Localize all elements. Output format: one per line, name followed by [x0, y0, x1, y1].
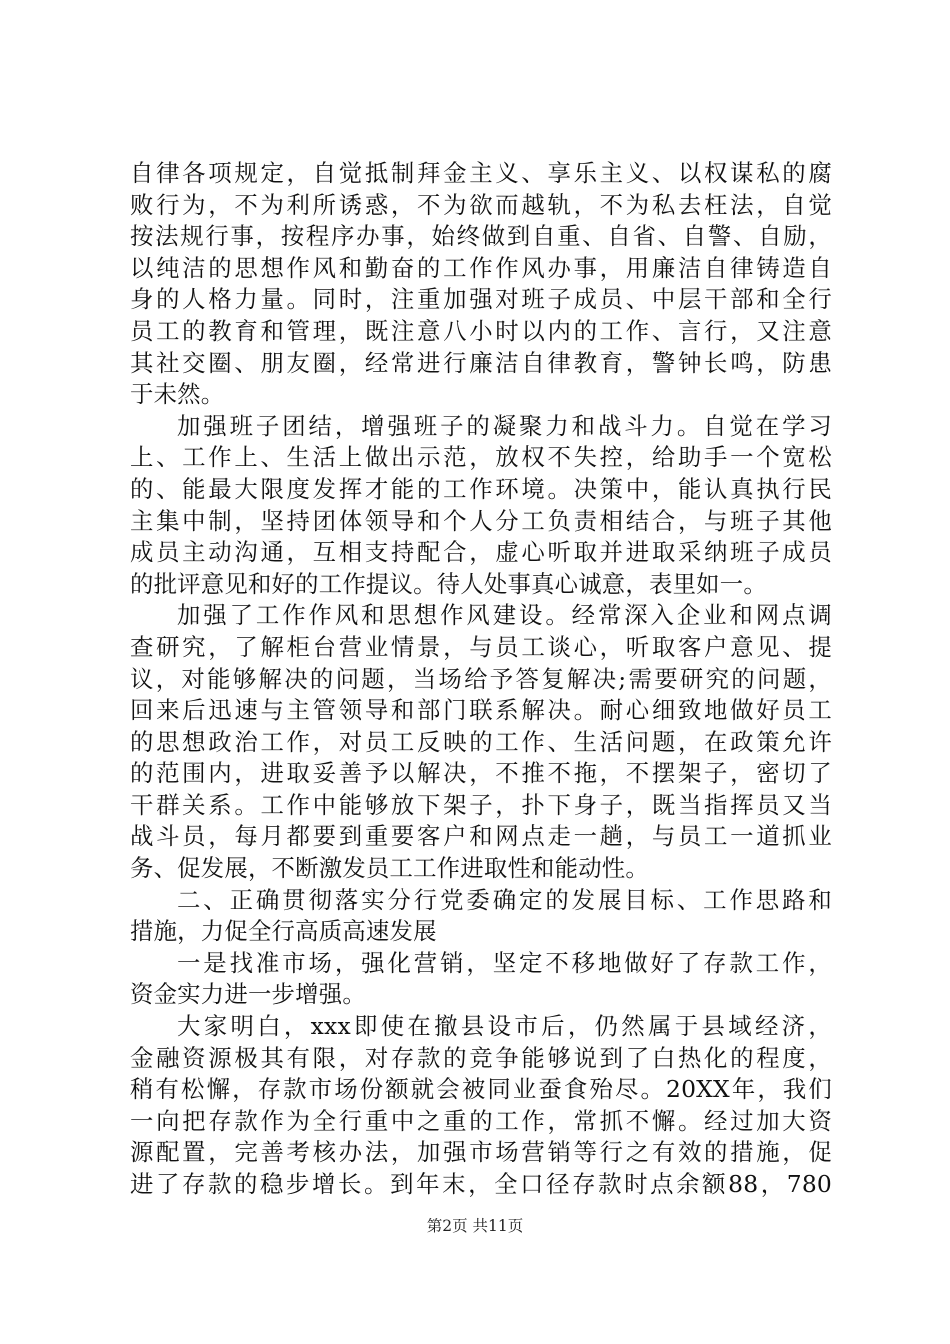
text-line: 败行为，不为利所诱惑，不为欲而越轨，不为私去枉法，自觉 [130, 190, 832, 219]
text-line: 二、正确贯彻落实分行党委确定的发展目标、工作思路和 [177, 885, 832, 914]
text-line: 的、能最大限度发挥才能的工作环境。决策中，能认真执行民 [130, 474, 832, 503]
text-line: 干群关系。工作中能够放下架子，扑下身子，既当指挥员又当 [130, 790, 832, 819]
text-line: 加强班子团结，增强班子的凝聚力和战斗力。自觉在学习 [177, 411, 832, 440]
text-line: 以纯洁的思想作风和勤奋的工作作风办事，用廉洁自律铸造自 [130, 253, 832, 282]
text-line: 身的人格力量。同时，注重加强对班子成员、中层干部和全行 [130, 285, 832, 314]
text-line: 成员主动沟通，互相支持配合，虚心听取并进取采纳班子成员 [130, 538, 832, 567]
text-line: 按法规行事，按程序办事，始终做到自重、自省、自警、自励， [130, 222, 832, 251]
text-line: 上、工作上、生活上做出示范，放权不失控，给助手一个宽松 [130, 443, 832, 472]
text-line: 资金实力进一步增强。 [130, 980, 366, 1009]
text-line: 加强了工作作风和思想作风建设。经常深入企业和网点调 [177, 601, 832, 630]
text-line: 一是找准市场，强化营销，坚定不移地做好了存款工作， [177, 948, 832, 977]
text-line: 一向把存款作为全行重中之重的工作，常抓不懈。经过加大资 [130, 1106, 832, 1135]
text-line: 主集中制，坚持团体领导和个人分工负责相结合，与班子其他 [130, 506, 832, 535]
text-line: 议，对能够解决的问题，当场给予答复解决;需要研究的问题， [130, 664, 832, 693]
text-line: 进了存款的稳步增长。到年末，全口径存款时点余额88，780 [130, 1170, 832, 1198]
text-line: 的范围内，进取妥善予以解决，不推不拖，不摆架子，密切了 [130, 759, 832, 788]
text-line: 自律各项规定，自觉抵制拜金主义、享乐主义、以权谋私的腐 [130, 159, 832, 187]
body-text [130, 158, 832, 1201]
text-line: 措施，力促全行高质高速发展 [130, 917, 437, 946]
text-line: 金融资源极其有限，对存款的竞争能够说到了白热化的程度， [130, 1043, 832, 1072]
text-line: 稍有松懈，存款市场份额就会被同业蚕食殆尽。20XX年，我们 [130, 1075, 832, 1104]
text-line: 的批评意见和好的工作提议。待人处事真心诚意，表里如一。 [130, 569, 767, 598]
text-line: 回来后迅速与主管领导和部门联系解决。耐心细致地做好员工 [130, 696, 832, 725]
text-line: 员工的教育和管理，既注意八小时以内的工作、言行，又注意 [130, 316, 832, 345]
text-line: 大家明白，xxx即使在撤县设市后，仍然属于县域经济， [177, 1012, 832, 1041]
text-line: 务、促发展，不断激发员工工作进取性和能动性。 [130, 854, 649, 883]
text-line: 的思想政治工作，对员工反映的工作、生活问题，在政策允许 [130, 727, 832, 756]
text-line: 于未然。 [130, 380, 225, 409]
text-line: 战斗员，每月都要到重要客户和网点走一趟，与员工一道抓业 [130, 822, 832, 851]
text-line: 其社交圈、朋友圈，经常进行廉洁自律教育，警钟长鸣，防患 [130, 348, 832, 377]
text-line: 源配置，完善考核办法，加强市场营销等行之有效的措施，促 [130, 1138, 832, 1167]
page-footer: 第2页 共11页 [426, 1217, 524, 1235]
text-line: 查研究，了解柜台营业情景，与员工谈心，听取客户意见、提 [130, 632, 832, 661]
